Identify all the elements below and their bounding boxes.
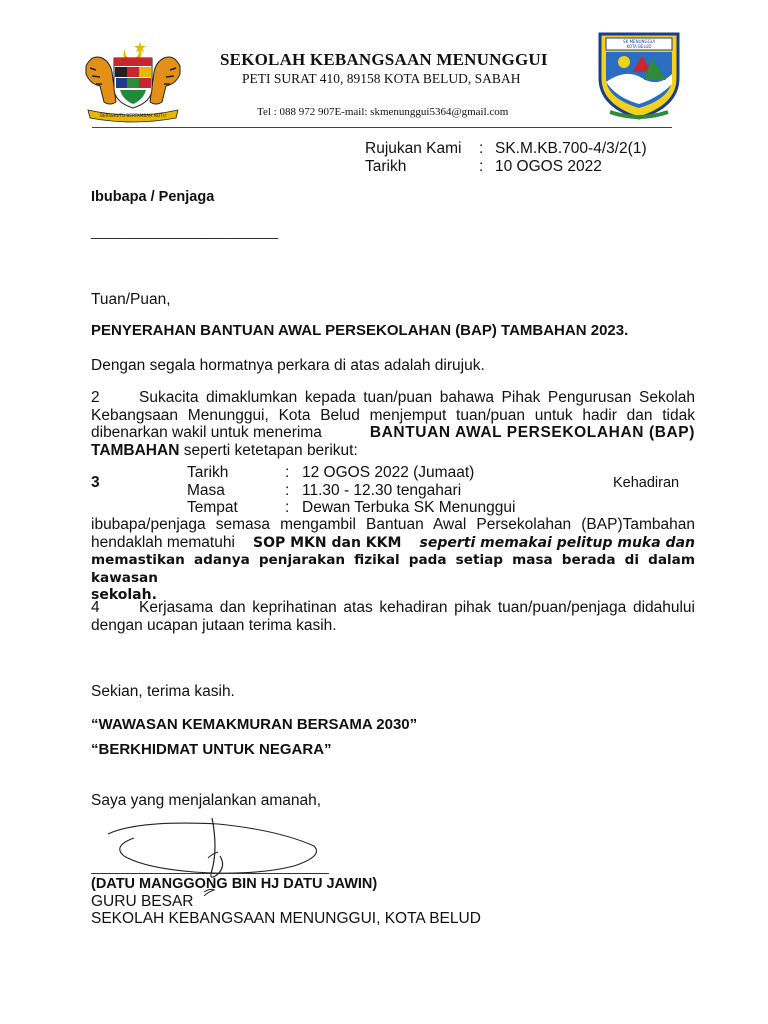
school-crest — [592, 30, 686, 122]
date-colon: : — [479, 158, 484, 175]
amanah-line: Saya yang menjalankan amanah, — [91, 792, 322, 809]
paragraph-3 — [91, 516, 695, 605]
paragraph-2-line4a: TAMBAHAN — [91, 441, 180, 459]
recipient-blank: ________________________ — [91, 223, 278, 239]
schedule-value-tempat: Dewan Terbuka SK Menunggui — [302, 499, 516, 516]
paragraph-3-line2a: hendaklah mematuhi — [91, 533, 235, 551]
slogan-1: “WAWASAN KEMAKMURAN BERSAMA 2030” — [91, 716, 418, 733]
schedule-colon-tempat: : — [285, 499, 290, 516]
signature-line — [91, 873, 329, 874]
svg-text:KOTA BELUD: KOTA BELUD — [626, 44, 652, 49]
paragraph-4-line2: dengan ucapan jutaan terima kasih. — [91, 617, 337, 634]
paragraph-2-line4b: seperti ketetapan berikut: — [183, 441, 358, 459]
paragraph-3-line1: ibubapa/penjaga semasa mengambil Bantuan Awal Persekolahan (BAP)Tambahan — [91, 516, 695, 533]
signatory-school: SEKOLAH KEBANGSAAN MENUNGGUI, KOTA BELUD — [91, 910, 481, 927]
schedule-label-tarikh: Tarikh — [187, 464, 229, 481]
schedule-value-tarikh: 12 OGOS 2022 (Jumaat) — [302, 464, 475, 481]
paragraph-2-line2: Kebangsaan Menunggui, Kota Belud menjemput tuan/puan untuk hadir dan tidak — [91, 406, 695, 424]
paragraph-3-line2c: seperti memakai pelitup muka dan — [419, 534, 695, 551]
svg-text:BERSEKUTU BERTAMBAH MUTU: BERSEKUTU BERTAMBAH MUTU — [100, 113, 166, 118]
reference-colon: : — [479, 140, 484, 157]
reference-value: SK.M.KB.700-4/3/2(1) — [495, 140, 647, 157]
paragraph-2-number: 2 — [91, 389, 100, 406]
recipient-line: Ibubapa / Penjaga — [91, 189, 215, 205]
paragraph-3-line4: sekolah. — [91, 587, 157, 603]
paragraph-2-line3a: dibenarkan wakil untuk menerima — [91, 424, 322, 441]
reference-label: Rujukan Kami — [365, 140, 462, 157]
schedule-label-masa: Masa — [187, 482, 225, 499]
slogan-2: “BERKHIDMAT UNTUK NEGARA” — [91, 741, 332, 758]
date-value: 10 OGOS 2022 — [495, 158, 602, 175]
signatory-title: GURU BESAR — [91, 893, 194, 910]
salutation: Tuan/Puan, — [91, 291, 171, 308]
school-contact: Tel : 088 972 907E-mail: skmenunggui5364@gmail.com — [257, 106, 509, 118]
date-label: Tarikh — [365, 158, 407, 175]
paragraph-4-line1: Kerjasama dan keprihatinan atas kehadiran pihak tuan/puan/penjaga didahului — [139, 599, 695, 616]
paragraph-3-line2b: SOP MKN dan KKM — [253, 534, 402, 551]
header-divider — [92, 127, 672, 128]
schedule-number: 3 — [91, 474, 100, 491]
school-address: PETI SURAT 410, 89158 KOTA BELUD, SABAH — [242, 71, 521, 86]
schedule-colon-masa: : — [285, 482, 290, 499]
subject: PENYERAHAN BANTUAN AWAL PERSEKOLAHAN (BAP) TAMBAHAN 2023. — [91, 322, 629, 339]
paragraph-1: Dengan segala hormatnya perkara di atas adalah dirujuk. — [91, 357, 485, 374]
closing: Sekian, terima kasih. — [91, 683, 235, 700]
schedule-value-masa: 11.30 - 12.30 tengahari — [302, 482, 462, 499]
paragraph-4-number: 4 — [91, 599, 100, 616]
schedule-colon-tarikh: : — [285, 464, 290, 481]
schedule-right-word: Kehadiran — [613, 475, 680, 491]
school-name: SEKOLAH KEBANGSAAN MENUNGGUI — [220, 50, 548, 69]
paragraph-3-line3: memastikan adanya penjarakan fizikal pada setiap masa berada di dalam kawasan — [91, 552, 695, 586]
paragraph-4 — [91, 599, 695, 635]
paragraph-2-line3b: BANTUAN AWAL PERSEKOLAHAN (BAP) — [369, 424, 695, 441]
paragraph-2-line1: Sukacita dimaklumkan kepada tuan/puan bahawa Pihak Pengurusan Sekolah — [139, 389, 695, 406]
malaysia-coat-of-arms — [78, 36, 188, 124]
svg-text:SK MENUNGGUI: SK MENUNGGUI — [623, 39, 655, 44]
paragraph-2 — [91, 389, 695, 459]
schedule-label-tempat: Tempat — [187, 499, 238, 516]
signatory-name: (DATU MANGGONG BIN HJ DATU JAWIN) — [91, 876, 378, 892]
